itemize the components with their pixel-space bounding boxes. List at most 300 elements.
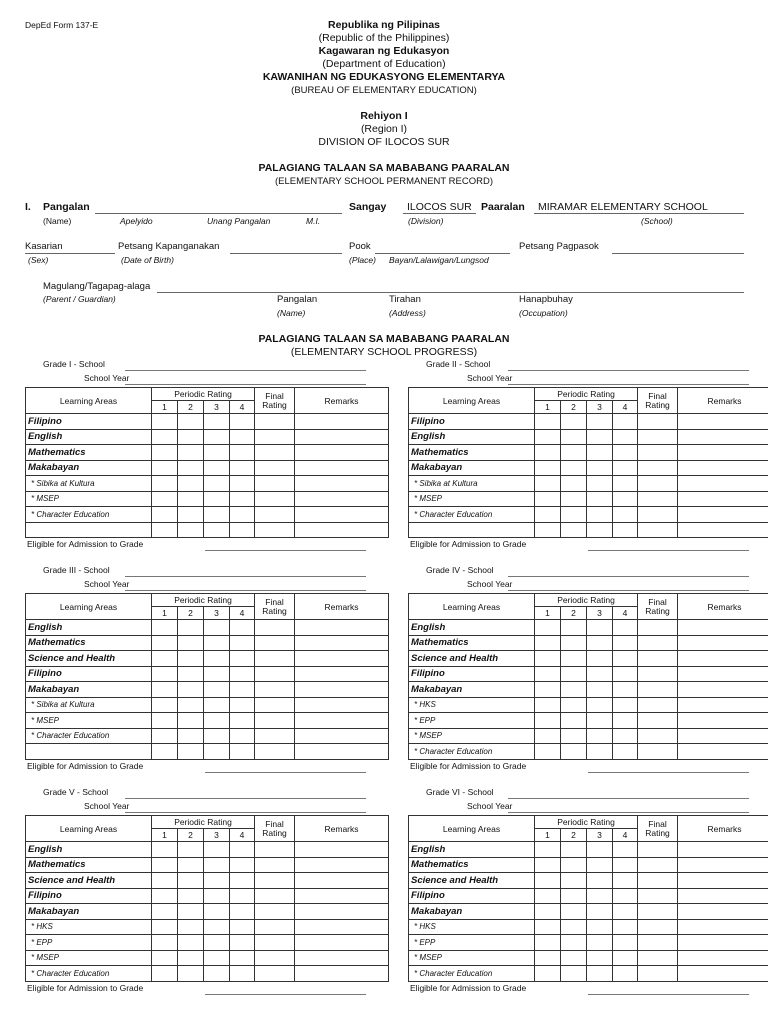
q3-rating-cell[interactable] — [204, 904, 230, 920]
remarks-cell[interactable] — [678, 966, 768, 982]
q3-rating-cell[interactable] — [204, 414, 230, 430]
q4-rating-cell[interactable] — [613, 728, 638, 744]
q4-rating-cell[interactable] — [613, 620, 638, 636]
final-rating-cell[interactable] — [255, 682, 295, 698]
q2-rating-cell[interactable] — [561, 507, 587, 523]
q4-rating-cell[interactable] — [230, 666, 255, 682]
remarks-cell[interactable] — [295, 476, 389, 492]
final-rating-cell[interactable] — [638, 950, 678, 966]
q3-rating-cell[interactable] — [204, 429, 230, 445]
q3-rating-cell[interactable] — [204, 697, 230, 713]
final-rating-cell[interactable] — [638, 666, 678, 682]
q3-rating-cell[interactable] — [587, 651, 613, 667]
q3-rating-cell[interactable] — [204, 635, 230, 651]
q4-rating-cell[interactable] — [613, 935, 638, 951]
dob-field-line[interactable] — [230, 253, 342, 254]
remarks-cell[interactable] — [295, 919, 389, 935]
q1-rating-cell[interactable] — [152, 682, 178, 698]
q1-rating-cell[interactable] — [535, 888, 561, 904]
school-name-line[interactable] — [508, 370, 749, 371]
q3-rating-cell[interactable] — [204, 476, 230, 492]
q1-rating-cell[interactable] — [152, 919, 178, 935]
remarks-cell[interactable] — [295, 635, 389, 651]
q4-rating-cell[interactable] — [230, 651, 255, 667]
final-rating-cell[interactable] — [255, 429, 295, 445]
q2-rating-cell[interactable] — [178, 507, 204, 523]
q3-rating-cell[interactable] — [204, 744, 230, 760]
q1-rating-cell[interactable] — [152, 414, 178, 430]
q2-rating-cell[interactable] — [561, 950, 587, 966]
q2-rating-cell[interactable] — [561, 682, 587, 698]
q3-rating-cell[interactable] — [587, 935, 613, 951]
q4-rating-cell[interactable] — [230, 842, 255, 858]
q3-rating-cell[interactable] — [587, 904, 613, 920]
q2-rating-cell[interactable] — [561, 744, 587, 760]
q4-rating-cell[interactable] — [613, 651, 638, 667]
remarks-cell[interactable] — [678, 651, 768, 667]
remarks-cell[interactable] — [295, 429, 389, 445]
q1-rating-cell[interactable] — [535, 507, 561, 523]
remarks-cell[interactable] — [295, 888, 389, 904]
q3-rating-cell[interactable] — [204, 842, 230, 858]
q3-rating-cell[interactable] — [587, 476, 613, 492]
q1-rating-cell[interactable] — [152, 507, 178, 523]
q1-rating-cell[interactable] — [535, 522, 561, 538]
q3-rating-cell[interactable] — [587, 522, 613, 538]
school-name-line[interactable] — [125, 370, 366, 371]
q4-rating-cell[interactable] — [230, 935, 255, 951]
q1-rating-cell[interactable] — [535, 966, 561, 982]
remarks-cell[interactable] — [678, 491, 768, 507]
q4-rating-cell[interactable] — [613, 888, 638, 904]
final-rating-cell[interactable] — [638, 635, 678, 651]
remarks-cell[interactable] — [295, 620, 389, 636]
q3-rating-cell[interactable] — [587, 728, 613, 744]
remarks-cell[interactable] — [678, 429, 768, 445]
q4-rating-cell[interactable] — [613, 842, 638, 858]
q4-rating-cell[interactable] — [613, 744, 638, 760]
final-rating-cell[interactable] — [255, 919, 295, 935]
q1-rating-cell[interactable] — [535, 682, 561, 698]
q4-rating-cell[interactable] — [230, 414, 255, 430]
final-rating-cell[interactable] — [255, 651, 295, 667]
remarks-cell[interactable] — [678, 445, 768, 461]
q4-rating-cell[interactable] — [230, 620, 255, 636]
final-rating-cell[interactable] — [255, 713, 295, 729]
place-field-line[interactable] — [375, 253, 510, 254]
school-year-line[interactable] — [125, 812, 366, 813]
q1-rating-cell[interactable] — [152, 522, 178, 538]
q1-rating-cell[interactable] — [152, 728, 178, 744]
final-rating-cell[interactable] — [255, 620, 295, 636]
q3-rating-cell[interactable] — [587, 507, 613, 523]
remarks-cell[interactable] — [678, 888, 768, 904]
q2-rating-cell[interactable] — [178, 713, 204, 729]
q2-rating-cell[interactable] — [178, 950, 204, 966]
q2-rating-cell[interactable] — [178, 904, 204, 920]
q1-rating-cell[interactable] — [535, 697, 561, 713]
q4-rating-cell[interactable] — [230, 429, 255, 445]
q4-rating-cell[interactable] — [230, 507, 255, 523]
q2-rating-cell[interactable] — [561, 476, 587, 492]
remarks-cell[interactable] — [678, 713, 768, 729]
q2-rating-cell[interactable] — [561, 888, 587, 904]
q4-rating-cell[interactable] — [613, 445, 638, 461]
remarks-cell[interactable] — [295, 491, 389, 507]
remarks-cell[interactable] — [678, 522, 768, 538]
final-rating-cell[interactable] — [255, 445, 295, 461]
q2-rating-cell[interactable] — [178, 635, 204, 651]
q3-rating-cell[interactable] — [587, 414, 613, 430]
final-rating-cell[interactable] — [255, 507, 295, 523]
remarks-cell[interactable] — [678, 666, 768, 682]
q2-rating-cell[interactable] — [178, 842, 204, 858]
q3-rating-cell[interactable] — [587, 950, 613, 966]
q3-rating-cell[interactable] — [587, 682, 613, 698]
q3-rating-cell[interactable] — [204, 966, 230, 982]
q3-rating-cell[interactable] — [204, 950, 230, 966]
final-rating-cell[interactable] — [255, 744, 295, 760]
parent-field-line[interactable] — [157, 292, 744, 293]
final-rating-cell[interactable] — [255, 935, 295, 951]
q4-rating-cell[interactable] — [230, 728, 255, 744]
remarks-cell[interactable] — [678, 904, 768, 920]
q4-rating-cell[interactable] — [613, 414, 638, 430]
q2-rating-cell[interactable] — [178, 857, 204, 873]
q1-rating-cell[interactable] — [152, 620, 178, 636]
q4-rating-cell[interactable] — [613, 919, 638, 935]
final-rating-cell[interactable] — [638, 682, 678, 698]
remarks-cell[interactable] — [295, 728, 389, 744]
q4-rating-cell[interactable] — [230, 491, 255, 507]
q1-rating-cell[interactable] — [152, 635, 178, 651]
q4-rating-cell[interactable] — [230, 713, 255, 729]
q2-rating-cell[interactable] — [561, 651, 587, 667]
q1-rating-cell[interactable] — [535, 666, 561, 682]
q3-rating-cell[interactable] — [587, 666, 613, 682]
q2-rating-cell[interactable] — [561, 491, 587, 507]
q4-rating-cell[interactable] — [613, 491, 638, 507]
q3-rating-cell[interactable] — [587, 445, 613, 461]
q3-rating-cell[interactable] — [587, 620, 613, 636]
remarks-cell[interactable] — [678, 697, 768, 713]
remarks-cell[interactable] — [678, 414, 768, 430]
q1-rating-cell[interactable] — [535, 429, 561, 445]
q4-rating-cell[interactable] — [613, 966, 638, 982]
remarks-cell[interactable] — [295, 697, 389, 713]
q3-rating-cell[interactable] — [204, 873, 230, 889]
q4-rating-cell[interactable] — [613, 429, 638, 445]
final-rating-cell[interactable] — [255, 904, 295, 920]
q3-rating-cell[interactable] — [587, 873, 613, 889]
final-rating-cell[interactable] — [638, 713, 678, 729]
final-rating-cell[interactable] — [638, 445, 678, 461]
remarks-cell[interactable] — [678, 728, 768, 744]
q1-rating-cell[interactable] — [152, 966, 178, 982]
q2-rating-cell[interactable] — [561, 842, 587, 858]
final-rating-cell[interactable] — [638, 476, 678, 492]
remarks-cell[interactable] — [295, 842, 389, 858]
q4-rating-cell[interactable] — [613, 507, 638, 523]
q1-rating-cell[interactable] — [535, 857, 561, 873]
q4-rating-cell[interactable] — [230, 904, 255, 920]
remarks-cell[interactable] — [295, 744, 389, 760]
q2-rating-cell[interactable] — [561, 713, 587, 729]
q2-rating-cell[interactable] — [561, 697, 587, 713]
q1-rating-cell[interactable] — [152, 460, 178, 476]
q4-rating-cell[interactable] — [613, 857, 638, 873]
q1-rating-cell[interactable] — [535, 728, 561, 744]
entry-date-field-line[interactable] — [612, 253, 744, 254]
q3-rating-cell[interactable] — [587, 429, 613, 445]
q1-rating-cell[interactable] — [152, 697, 178, 713]
q2-rating-cell[interactable] — [561, 728, 587, 744]
q2-rating-cell[interactable] — [561, 919, 587, 935]
q3-rating-cell[interactable] — [204, 728, 230, 744]
final-rating-cell[interactable] — [638, 966, 678, 982]
q4-rating-cell[interactable] — [230, 888, 255, 904]
q1-rating-cell[interactable] — [535, 620, 561, 636]
final-rating-cell[interactable] — [255, 966, 295, 982]
final-rating-cell[interactable] — [255, 697, 295, 713]
q3-rating-cell[interactable] — [587, 919, 613, 935]
q3-rating-cell[interactable] — [204, 507, 230, 523]
q4-rating-cell[interactable] — [230, 950, 255, 966]
q4-rating-cell[interactable] — [230, 476, 255, 492]
q3-rating-cell[interactable] — [204, 620, 230, 636]
school-year-line[interactable] — [125, 590, 366, 591]
q2-rating-cell[interactable] — [561, 873, 587, 889]
q4-rating-cell[interactable] — [230, 635, 255, 651]
remarks-cell[interactable] — [678, 919, 768, 935]
q1-rating-cell[interactable] — [152, 904, 178, 920]
q1-rating-cell[interactable] — [152, 950, 178, 966]
q1-rating-cell[interactable] — [535, 445, 561, 461]
q4-rating-cell[interactable] — [230, 744, 255, 760]
q1-rating-cell[interactable] — [535, 476, 561, 492]
remarks-cell[interactable] — [678, 460, 768, 476]
q4-rating-cell[interactable] — [613, 713, 638, 729]
q2-rating-cell[interactable] — [561, 414, 587, 430]
remarks-cell[interactable] — [295, 666, 389, 682]
remarks-cell[interactable] — [678, 935, 768, 951]
q4-rating-cell[interactable] — [613, 635, 638, 651]
q2-rating-cell[interactable] — [561, 666, 587, 682]
remarks-cell[interactable] — [678, 842, 768, 858]
remarks-cell[interactable] — [678, 620, 768, 636]
final-rating-cell[interactable] — [638, 491, 678, 507]
q3-rating-cell[interactable] — [587, 842, 613, 858]
final-rating-cell[interactable] — [638, 460, 678, 476]
q4-rating-cell[interactable] — [230, 919, 255, 935]
q1-rating-cell[interactable] — [152, 666, 178, 682]
q1-rating-cell[interactable] — [535, 904, 561, 920]
q2-rating-cell[interactable] — [178, 414, 204, 430]
final-rating-cell[interactable] — [255, 857, 295, 873]
q4-rating-cell[interactable] — [230, 857, 255, 873]
remarks-cell[interactable] — [678, 873, 768, 889]
q1-rating-cell[interactable] — [152, 888, 178, 904]
q4-rating-cell[interactable] — [613, 873, 638, 889]
q3-rating-cell[interactable] — [587, 460, 613, 476]
school-year-line[interactable] — [508, 812, 749, 813]
q2-rating-cell[interactable] — [561, 460, 587, 476]
remarks-cell[interactable] — [295, 857, 389, 873]
q2-rating-cell[interactable] — [561, 935, 587, 951]
q1-rating-cell[interactable] — [152, 744, 178, 760]
final-rating-cell[interactable] — [638, 429, 678, 445]
q2-rating-cell[interactable] — [178, 651, 204, 667]
q1-rating-cell[interactable] — [152, 429, 178, 445]
q1-rating-cell[interactable] — [535, 950, 561, 966]
q4-rating-cell[interactable] — [230, 445, 255, 461]
final-rating-cell[interactable] — [638, 873, 678, 889]
q4-rating-cell[interactable] — [613, 476, 638, 492]
final-rating-cell[interactable] — [255, 491, 295, 507]
q3-rating-cell[interactable] — [204, 445, 230, 461]
remarks-cell[interactable] — [295, 460, 389, 476]
q4-rating-cell[interactable] — [230, 522, 255, 538]
q1-rating-cell[interactable] — [535, 935, 561, 951]
remarks-cell[interactable] — [678, 635, 768, 651]
remarks-cell[interactable] — [295, 950, 389, 966]
q3-rating-cell[interactable] — [587, 635, 613, 651]
q3-rating-cell[interactable] — [587, 697, 613, 713]
q3-rating-cell[interactable] — [204, 666, 230, 682]
final-rating-cell[interactable] — [638, 935, 678, 951]
q2-rating-cell[interactable] — [178, 935, 204, 951]
remarks-cell[interactable] — [295, 935, 389, 951]
q4-rating-cell[interactable] — [613, 666, 638, 682]
remarks-cell[interactable] — [295, 445, 389, 461]
q3-rating-cell[interactable] — [204, 919, 230, 935]
final-rating-cell[interactable] — [255, 414, 295, 430]
q2-rating-cell[interactable] — [178, 666, 204, 682]
remarks-cell[interactable] — [678, 507, 768, 523]
final-rating-cell[interactable] — [638, 620, 678, 636]
school-name-line[interactable] — [508, 798, 749, 799]
remarks-cell[interactable] — [295, 713, 389, 729]
remarks-cell[interactable] — [295, 651, 389, 667]
final-rating-cell[interactable] — [638, 522, 678, 538]
final-rating-cell[interactable] — [255, 888, 295, 904]
remarks-cell[interactable] — [678, 857, 768, 873]
q3-rating-cell[interactable] — [204, 935, 230, 951]
q3-rating-cell[interactable] — [204, 522, 230, 538]
q2-rating-cell[interactable] — [178, 460, 204, 476]
q2-rating-cell[interactable] — [561, 635, 587, 651]
q1-rating-cell[interactable] — [152, 651, 178, 667]
remarks-cell[interactable] — [678, 476, 768, 492]
q3-rating-cell[interactable] — [587, 491, 613, 507]
final-rating-cell[interactable] — [638, 919, 678, 935]
q2-rating-cell[interactable] — [178, 476, 204, 492]
q4-rating-cell[interactable] — [613, 522, 638, 538]
q3-rating-cell[interactable] — [587, 744, 613, 760]
final-rating-cell[interactable] — [255, 522, 295, 538]
q4-rating-cell[interactable] — [230, 697, 255, 713]
remarks-cell[interactable] — [295, 507, 389, 523]
final-rating-cell[interactable] — [638, 842, 678, 858]
final-rating-cell[interactable] — [638, 744, 678, 760]
q1-rating-cell[interactable] — [535, 713, 561, 729]
remarks-cell[interactable] — [295, 966, 389, 982]
final-rating-cell[interactable] — [255, 950, 295, 966]
q1-rating-cell[interactable] — [152, 476, 178, 492]
sex-field-line[interactable] — [25, 253, 115, 254]
q3-rating-cell[interactable] — [587, 888, 613, 904]
q2-rating-cell[interactable] — [561, 904, 587, 920]
q4-rating-cell[interactable] — [613, 904, 638, 920]
q2-rating-cell[interactable] — [178, 697, 204, 713]
name-field-line[interactable] — [95, 213, 342, 214]
q3-rating-cell[interactable] — [587, 857, 613, 873]
q2-rating-cell[interactable] — [178, 491, 204, 507]
q3-rating-cell[interactable] — [587, 966, 613, 982]
q2-rating-cell[interactable] — [178, 919, 204, 935]
final-rating-cell[interactable] — [255, 728, 295, 744]
final-rating-cell[interactable] — [638, 697, 678, 713]
q4-rating-cell[interactable] — [613, 697, 638, 713]
q1-rating-cell[interactable] — [152, 491, 178, 507]
q2-rating-cell[interactable] — [178, 445, 204, 461]
remarks-cell[interactable] — [678, 950, 768, 966]
final-rating-cell[interactable] — [638, 507, 678, 523]
q1-rating-cell[interactable] — [535, 919, 561, 935]
q2-rating-cell[interactable] — [561, 857, 587, 873]
school-name-line[interactable] — [125, 576, 366, 577]
school-year-line[interactable] — [125, 384, 366, 385]
q1-rating-cell[interactable] — [535, 491, 561, 507]
final-rating-cell[interactable] — [638, 857, 678, 873]
q1-rating-cell[interactable] — [535, 842, 561, 858]
q3-rating-cell[interactable] — [204, 460, 230, 476]
final-rating-cell[interactable] — [638, 414, 678, 430]
final-rating-cell[interactable] — [255, 666, 295, 682]
eligible-grade-line[interactable] — [205, 994, 366, 995]
q1-rating-cell[interactable] — [535, 651, 561, 667]
division-field-line[interactable] — [403, 213, 476, 214]
remarks-cell[interactable] — [678, 744, 768, 760]
q2-rating-cell[interactable] — [561, 445, 587, 461]
q1-rating-cell[interactable] — [535, 635, 561, 651]
q2-rating-cell[interactable] — [561, 522, 587, 538]
eligible-grade-line[interactable] — [205, 772, 366, 773]
q1-rating-cell[interactable] — [152, 445, 178, 461]
school-year-line[interactable] — [508, 384, 749, 385]
q2-rating-cell[interactable] — [178, 522, 204, 538]
q2-rating-cell[interactable] — [178, 682, 204, 698]
q2-rating-cell[interactable] — [178, 429, 204, 445]
school-name-line[interactable] — [508, 576, 749, 577]
eligible-grade-line[interactable] — [205, 550, 366, 551]
final-rating-cell[interactable] — [638, 888, 678, 904]
q1-rating-cell[interactable] — [535, 460, 561, 476]
q2-rating-cell[interactable] — [561, 620, 587, 636]
q1-rating-cell[interactable] — [535, 414, 561, 430]
final-rating-cell[interactable] — [255, 460, 295, 476]
q1-rating-cell[interactable] — [535, 873, 561, 889]
final-rating-cell[interactable] — [255, 476, 295, 492]
school-field-line[interactable] — [534, 213, 744, 214]
q3-rating-cell[interactable] — [204, 713, 230, 729]
remarks-cell[interactable] — [295, 522, 389, 538]
q3-rating-cell[interactable] — [204, 888, 230, 904]
q2-rating-cell[interactable] — [178, 966, 204, 982]
remarks-cell[interactable] — [295, 682, 389, 698]
q3-rating-cell[interactable] — [204, 491, 230, 507]
q3-rating-cell[interactable] — [204, 651, 230, 667]
